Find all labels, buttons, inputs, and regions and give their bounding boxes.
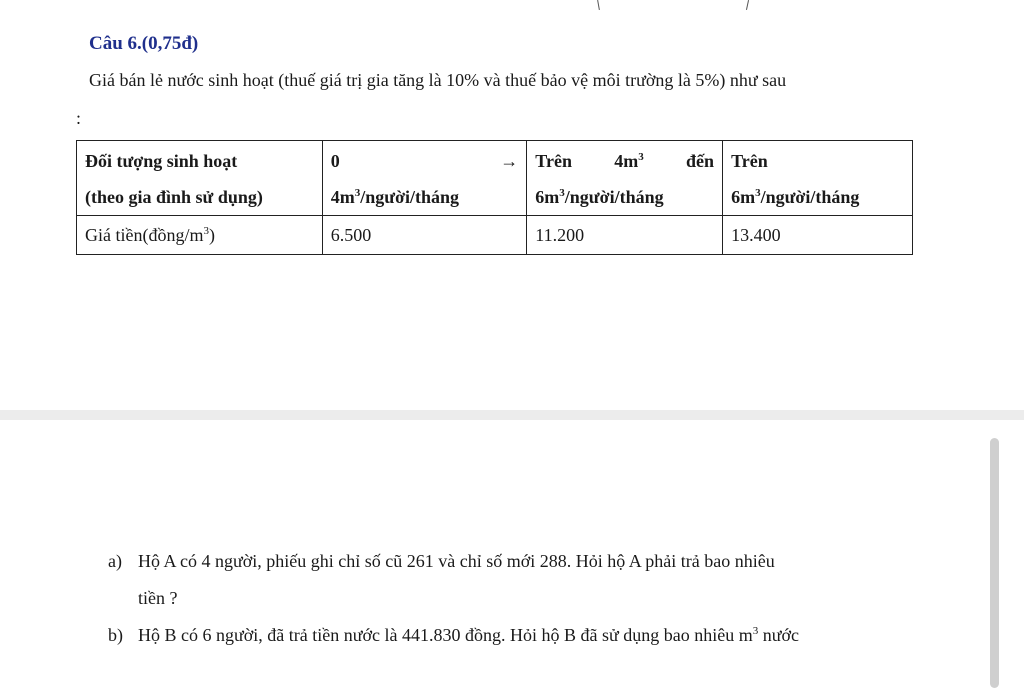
header-text: Đối tượng sinh hoạt: [85, 151, 238, 171]
header-text: 4m: [614, 151, 639, 171]
question-intro: Giá bán lẻ nước sinh hoạt (thuế giá trị gia tăng là 10% và thuế bảo vệ môi trường là 5%) như sau: [89, 70, 787, 90]
vertical-scrollbar[interactable]: [990, 438, 999, 688]
header-cell-user-type: [77, 141, 323, 216]
header-text: 6m: [731, 187, 756, 207]
price-cell-tier-1: 6.500: [322, 216, 527, 255]
header-text: Trên: [535, 151, 572, 171]
price-label-cell: [77, 216, 323, 255]
page-divider: [0, 410, 1024, 420]
table-header-row: [77, 141, 913, 216]
header-line: [535, 143, 714, 179]
header-text: /người/tháng: [760, 187, 860, 207]
superscript: 3: [755, 187, 761, 199]
superscript: 3: [203, 224, 209, 237]
figure-line-fragment: [597, 0, 600, 10]
table-row: [77, 216, 913, 255]
header-line: [535, 179, 714, 215]
water-price-table: [76, 140, 913, 255]
header-line: [731, 179, 904, 215]
header-line: [331, 143, 519, 179]
header-cell-tier-3: [723, 141, 913, 216]
price-cell-tier-3: 13.400: [723, 216, 913, 255]
header-cell-tier-2: [527, 141, 723, 216]
header-text: (theo gia đình sử dụng): [85, 187, 263, 207]
part-b-text-main: Hộ B có 6 người, đã trả tiền nước là 441.830 đồng. Hỏi hộ B đã sử dụng bao nhiêu m: [138, 625, 753, 645]
price-cell-tier-2: 11.200: [527, 216, 723, 255]
header-text-group: [614, 143, 644, 179]
arrow-icon: →: [500, 151, 519, 171]
header-text: /người/tháng: [564, 187, 664, 207]
superscript: 3: [354, 187, 361, 199]
question-title: Câu 6.(0,75đ): [89, 33, 199, 54]
part-b-text-end: nước: [758, 625, 799, 645]
superscript: 3: [638, 151, 644, 163]
superscript: 3: [559, 187, 565, 199]
header-text: Trên: [731, 151, 768, 171]
superscript: 3: [752, 625, 759, 637]
header-line: [331, 179, 519, 215]
cell-text: ): [208, 224, 215, 245]
part-a-text: Hộ A có 4 người, phiếu ghi chỉ số cũ 261 và chỉ số mới 288. Hỏi hộ A phải trả bao nhiêu: [138, 551, 775, 571]
header-text: 6m: [535, 187, 560, 207]
header-cell-tier-1: [322, 141, 527, 216]
part-b-label: b): [108, 625, 123, 645]
header-text: đến: [686, 151, 715, 171]
header-text: /người/tháng: [360, 187, 460, 207]
part-b-text: [138, 625, 799, 646]
intro-colon: :: [76, 108, 82, 128]
part-a-label: a): [108, 551, 122, 571]
part-a-text-continued: tiền ?: [138, 588, 178, 608]
figure-line-fragment: [746, 0, 749, 10]
cell-text: Giá tiền(đồng/m: [85, 224, 204, 245]
header-text: 4m: [330, 187, 355, 207]
header-text: 0: [330, 151, 340, 171]
